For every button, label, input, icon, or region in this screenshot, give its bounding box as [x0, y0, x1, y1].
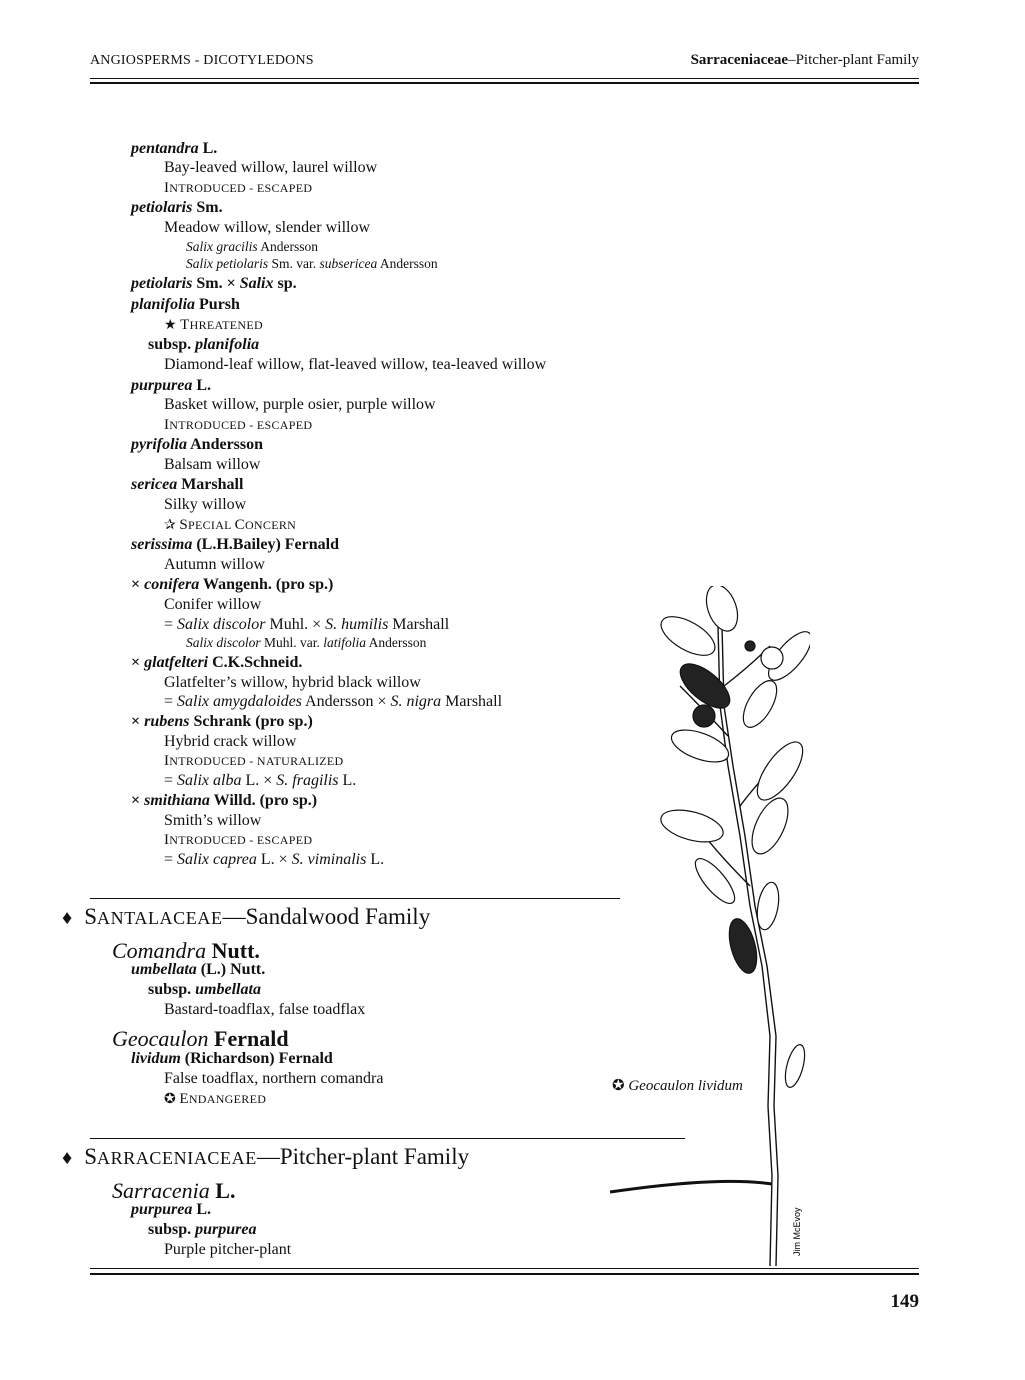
- family-heading-sarraceniaceae: ♦ SARRACENIACEAE—Pitcher-plant Family: [62, 1144, 470, 1169]
- common-name: Glatfelter’s willow, hybrid black willow: [164, 674, 421, 691]
- species-entry: purpurea L.: [131, 377, 212, 394]
- hybrid-parentage: = Salix discolor Muhl. × S. humilis Marshall: [164, 616, 450, 633]
- star-icon: ✰: [164, 518, 177, 533]
- status-line: ★ THREATENED: [164, 317, 263, 333]
- common-name-sarracenia: Purple pitcher-plant: [164, 1241, 292, 1258]
- section-divider: [90, 898, 620, 899]
- synonym: Salix petiolaris Sm. var. subsericea Andersson: [186, 256, 438, 271]
- species-entry: × conifera Wangenh. (pro sp.): [131, 576, 334, 593]
- status-line: INTRODUCED - ESCAPED: [164, 832, 313, 848]
- subspecies-entry: subsp. planifolia: [148, 336, 260, 353]
- species-entry: × rubens Schrank (pro sp.): [131, 713, 313, 730]
- common-name-comandra: Bastard-toadflax, false toadflax: [164, 1001, 366, 1018]
- star-icon: ★: [164, 318, 177, 333]
- species-entry: planifolia Pursh: [131, 296, 240, 313]
- common-name: Bay-leaved willow, laurel willow: [164, 159, 378, 176]
- subspecies-umbellata: subsp. umbellata: [148, 981, 261, 998]
- status-line: ✰ SPECIAL CONCERN: [164, 517, 297, 533]
- species-umbellata: umbellata (L.) Nutt.: [131, 961, 266, 978]
- common-name: Hybrid crack willow: [164, 733, 297, 750]
- genus-comandra: Comandra Nutt.: [112, 938, 260, 963]
- running-header-left: ANGIOSPERMS - DICOTYLEDONS: [90, 53, 314, 68]
- species-entry: pyrifolia Andersson: [131, 436, 264, 453]
- species-entry: × glatfelteri C.K.Schneid.: [131, 654, 303, 671]
- synonym: Salix discolor Muhl. var. latifolia Andersson: [186, 635, 427, 650]
- status-line: INTRODUCED - ESCAPED: [164, 417, 313, 433]
- synonym: Salix gracilis Andersson: [186, 239, 318, 254]
- common-name: Silky willow: [164, 496, 247, 513]
- common-name: Smith’s willow: [164, 812, 262, 829]
- page-number: 149: [890, 1291, 919, 1312]
- endangered-icon: ✪: [164, 1092, 177, 1107]
- common-name: Basket willow, purple osier, purple willow: [164, 396, 436, 413]
- species-entry: pentandra L.: [131, 140, 218, 157]
- status-line: INTRODUCED - ESCAPED: [164, 180, 313, 196]
- species-entry: × smithiana Willd. (pro sp.): [131, 792, 318, 809]
- species-entry: petiolaris Sm. × Salix sp.: [131, 275, 297, 292]
- common-name-geocaulon: False toadflax, northern comandra: [164, 1070, 384, 1087]
- running-header-right: Sarraceniaceae–Pitcher-plant Family: [690, 52, 919, 68]
- header-rule: [90, 78, 919, 79]
- species-entry: sericea Marshall: [131, 476, 244, 493]
- common-name: Autumn willow: [164, 556, 265, 573]
- artist-signature: Jim McEvoy: [792, 1207, 802, 1256]
- genus-sarracenia: Sarracenia L.: [112, 1178, 236, 1203]
- status-endangered: ✪ ENDANGERED: [164, 1091, 267, 1107]
- species-entry: petiolaris Sm.: [131, 199, 223, 216]
- hybrid-parentage: = Salix caprea L. × S. viminalis L.: [164, 851, 385, 868]
- genus-geocaulon: Geocaulon Fernald: [112, 1026, 289, 1051]
- section-divider-2: [90, 1138, 685, 1139]
- header-rule-double: [90, 82, 919, 84]
- status-line: INTRODUCED - NATURALIZED: [164, 753, 344, 769]
- plant-illustration: [600, 586, 810, 1266]
- illustration-caption: ✪ Geocaulon lividum: [612, 1078, 743, 1094]
- hybrid-parentage: = Salix amygdaloides Andersson × S. nigra Marshall: [164, 693, 503, 710]
- hybrid-parentage: = Salix alba L. × S. fragilis L.: [164, 772, 357, 789]
- endangered-icon: ✪: [612, 1078, 625, 1094]
- common-name: Diamond-leaf willow, flat-leaved willow, tea-leaved willow: [164, 356, 547, 373]
- footer-rule-double: [90, 1273, 919, 1275]
- common-name: Conifer willow: [164, 596, 262, 613]
- common-name: Meadow willow, slender willow: [164, 219, 371, 236]
- common-name: Balsam willow: [164, 456, 261, 473]
- species-lividum: lividum (Richardson) Fernald: [131, 1050, 333, 1067]
- species-entry: serissima (L.H.Bailey) Fernald: [131, 536, 339, 553]
- species-purpurea: purpurea L.: [131, 1201, 212, 1218]
- subspecies-purpurea: subsp. purpurea: [148, 1221, 257, 1238]
- footer-rule: [90, 1268, 919, 1269]
- family-heading-santalaceae: ♦ SANTALACEAE—Sandalwood Family: [62, 904, 431, 929]
